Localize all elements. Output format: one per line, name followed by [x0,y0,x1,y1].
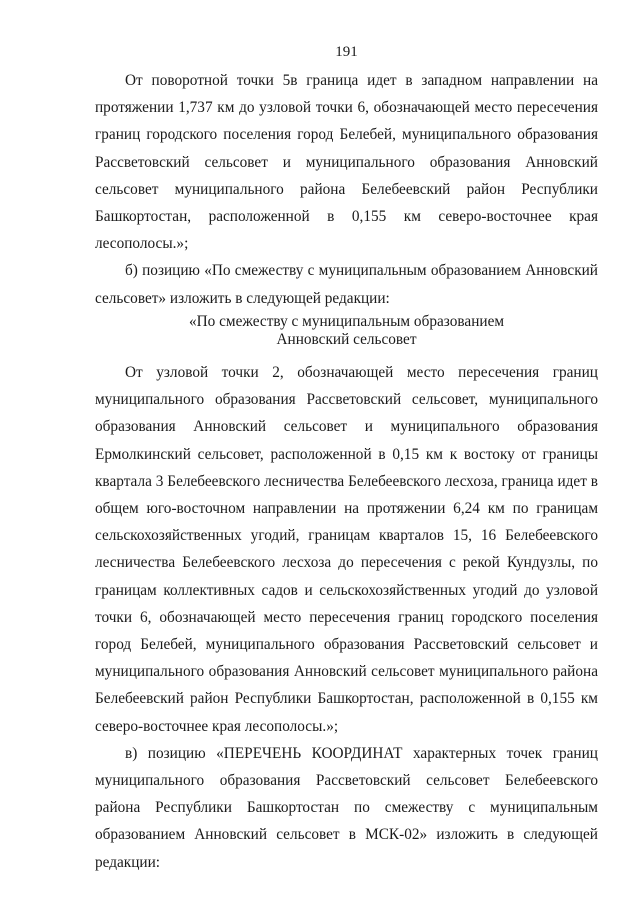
paragraph-text: От узловой точки 2, обозначающей место пересечения границ муниципального образования Рассветовский сельсовет, муниципального образования Анновский сельсовет и муниципального образования Ермолкинский сельсовет, расположенной в 0,15 км к востоку от границы квартала 3 Белебеевского лесничества Белебеевского лесхоза, граница идет в общем юго-восточном направлении на протяжении 6,24 км по границам сельскохозяйственных угодий, границам кварталов 15, 16 Белебеевского лесничества Белебеевского лесхоза до пересечения с рекой Кундузлы, по границам коллективных садов и сельскохозяйственных угодий до узловой точки 6, обозначающей место пересечения границ городского поселения город Белебей, муниципального образования Рассветовский сельсовет и муниципального образования Анновский сельсовет муниципального района Белебеевский район Республики Башкортостан, расположенной в 0,155 км северо-восточнее края лесополосы.»; [95,364,598,735]
paragraph-position-v: в) позицию «ПЕРЕЧЕНЬ КООРДИНАТ характерных точек границ муниципального образования Рассветовский сельсовет Белебеевского района Республики Башкортостан по смежеству с муниципальным образованием Анновский сельсовет в МСК-02» изложить в следующей редакции: [95,744,598,871]
heading-line-1: «По смежеству с муниципальным образованием [188,313,505,330]
paragraph-boundary-point-2 [95,359,598,876]
paragraph-boundary-point-5v [95,67,598,312]
heading-line-2: Анновский сельсовет [276,331,417,348]
page-number: 191 [335,44,358,60]
paragraph-position-b: б) позицию «По смежеству с муниципальным образованием Анновский сельсовет» изложить в следующей редакции: [95,262,598,307]
paragraph-text: От поворотной точки 5в граница идет в западном направлении на протяжении 1,737 км до узловой точки 6, обозначающей место пересечения границ городского поселения город Белебей, муниципального образования Рассветовский сельсовет и муниципального образования Анновский сельсовет муниципального района Белебеевский район Республики Башкортостан, расположенной в 0,155 км северо-восточнее края лесополосы.»; [95,72,598,253]
section-heading [95,313,598,349]
